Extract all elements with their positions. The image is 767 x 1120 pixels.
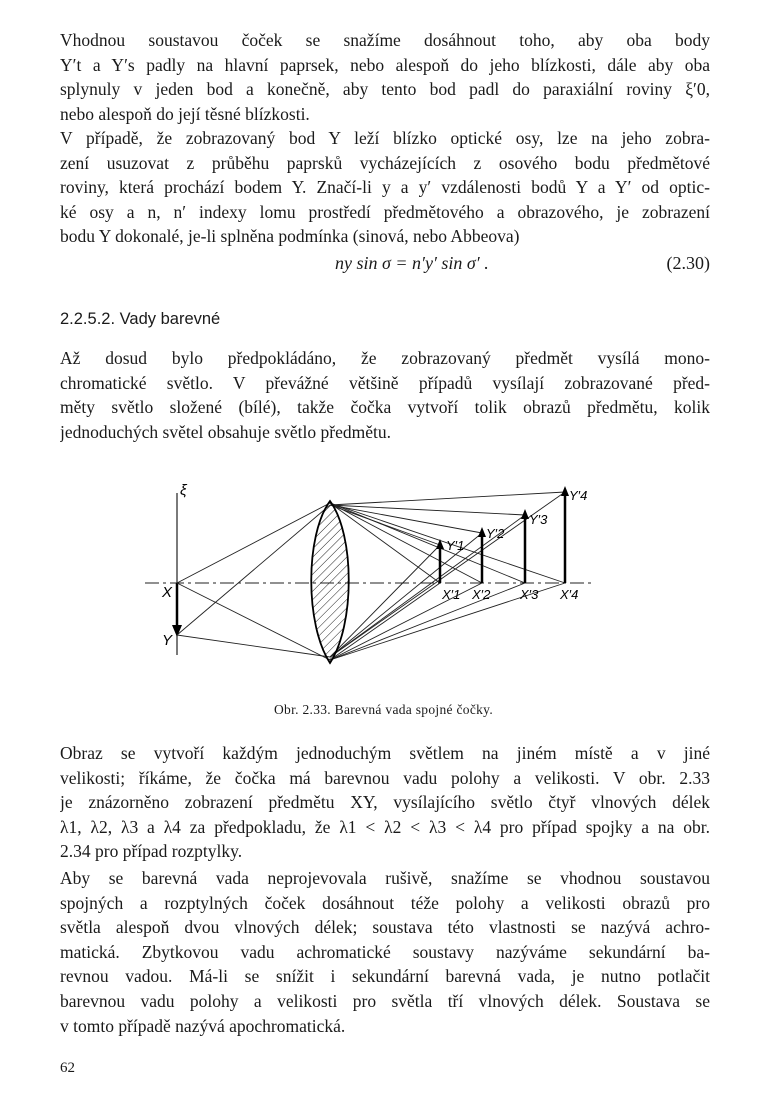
- label-X4: X′4: [560, 587, 579, 602]
- label-Y: Y: [162, 632, 173, 649]
- text-line: λ1, λ2, λ3 a λ4 za předpokladu, že λ1 < λ2 < λ3 < λ4 pro případ spojky a na obr.: [60, 816, 710, 837]
- paragraph-sine-condition: [60, 126, 710, 249]
- label-Y4: Y′4: [569, 488, 588, 503]
- equation-2-30: [60, 253, 710, 279]
- text-line: je znázorněno zobrazení předmětu XY, vysílajícího světlo čtyř vlnových délek: [60, 792, 710, 813]
- ray-bundle: [177, 492, 565, 660]
- paragraph-achromatic: [60, 866, 710, 1038]
- section-heading: 2.2.5.2. Vady barevné: [60, 310, 221, 328]
- text-line: roviny, která prochází bodem Y. Značí-li y a y′ vzdálenosti bodů Y a Y′ od optic-: [60, 177, 710, 198]
- text-line: V případě, že zobrazovaný bod Y leží blízko optické osy, lze na jeho zobra-: [60, 128, 710, 148]
- text-line: Vhodnou soustavou čoček se snažíme dosáhnout toho, aby oba body: [60, 30, 710, 50]
- label-xi: ξ: [180, 482, 187, 499]
- text-line: v tomto případě nazývá apochromatická.: [60, 1015, 346, 1036]
- figure-caption: Obr. 2.33. Barevná vada spojné čočky.: [273, 702, 494, 717]
- label-X: X: [162, 584, 173, 601]
- label-Y3: Y′3: [529, 512, 548, 527]
- label-X3: X′3: [520, 587, 539, 602]
- text-line: měty světlo složené (bílé), takže čočka vytvoří tolik obrazů předmětu, kolik: [60, 397, 710, 418]
- label-Y1: Y′1: [446, 538, 465, 553]
- text-line: světla alespoň dvou vlnových délek; soustava této vlastnosti se nazývá achro-: [60, 917, 710, 938]
- text-line: Y′t a Y′s padly na hlavní paprsek, nebo alespoň do jeho blízkosti, dále aby oba: [60, 54, 710, 75]
- text-line: revnou vadou. Má-li se snížit i sekundární barevná vada, je nutno potlačit: [60, 966, 710, 987]
- paragraph-aberration-intro: [60, 28, 710, 126]
- equation-formula: ny sin σ = n′y′ sin σ′ .: [335, 253, 489, 273]
- figure-chromatic-aberration: [140, 475, 600, 675]
- label-X2: X′2: [472, 587, 491, 602]
- paragraph-chromatic-intro: [60, 346, 710, 444]
- text-line: splynuly v jeden bod a konečně, aby tento bod padl do paraxiální roviny ξ′0,: [60, 79, 710, 100]
- text-line: nebo alespoň do její těsné blízkosti.: [60, 103, 310, 124]
- text-line: barevnou vadu polohy a velikosti pro světla tří vlnových délek. Soustava se: [60, 990, 710, 1011]
- text-line: chromatické světlo. V převážné většině případů vysílají zobrazované před-: [60, 372, 710, 393]
- label-Y2: Y′2: [486, 526, 505, 541]
- text-line: Obraz se vytvoří každým jednoduchým světlem na jiném místě a v jiné: [60, 743, 710, 763]
- text-line: matická. Zbytkovou vadu achromatické soustavy nazýváme sekundární ba-: [60, 941, 710, 962]
- convex-lens: [311, 501, 349, 663]
- text-line: velikosti; říkáme, že čočka má barevnou vadu polohy a velikosti. V obr. 2.33: [60, 767, 710, 788]
- text-line: bodu Y dokonalé, je-li splněna podmínka (sinová, nebo Abbeova): [60, 226, 520, 247]
- text-line: 2.34 pro případ rozptylky.: [60, 841, 243, 862]
- text-line: ké osy a n, n′ indexy lomu prostředí předmětového a obrazového, je zobrazení: [60, 201, 710, 222]
- label-X1: X′1: [442, 587, 461, 602]
- equation-number: (2.30): [666, 253, 710, 273]
- paragraph-chromatic-description: [60, 741, 710, 864]
- page-number: 62: [60, 1060, 75, 1076]
- text-line: Aby se barevná vada neprojevovala rušivě, snažíme se vhodnou soustavou: [60, 868, 710, 888]
- text-line: zení usuzovat z průběhu paprsků vycházejících z osového bodu předmětové: [60, 152, 710, 173]
- text-line: Až dosud bylo předpokládáno, že zobrazovaný předmět vysílá mono-: [60, 348, 710, 368]
- text-line: jednoduchých světel obsahuje světlo předmětu.: [60, 421, 391, 442]
- text-line: spojných a rozptylných čoček dosáhnout téže polohy a velikosti obrazů pro: [60, 892, 710, 913]
